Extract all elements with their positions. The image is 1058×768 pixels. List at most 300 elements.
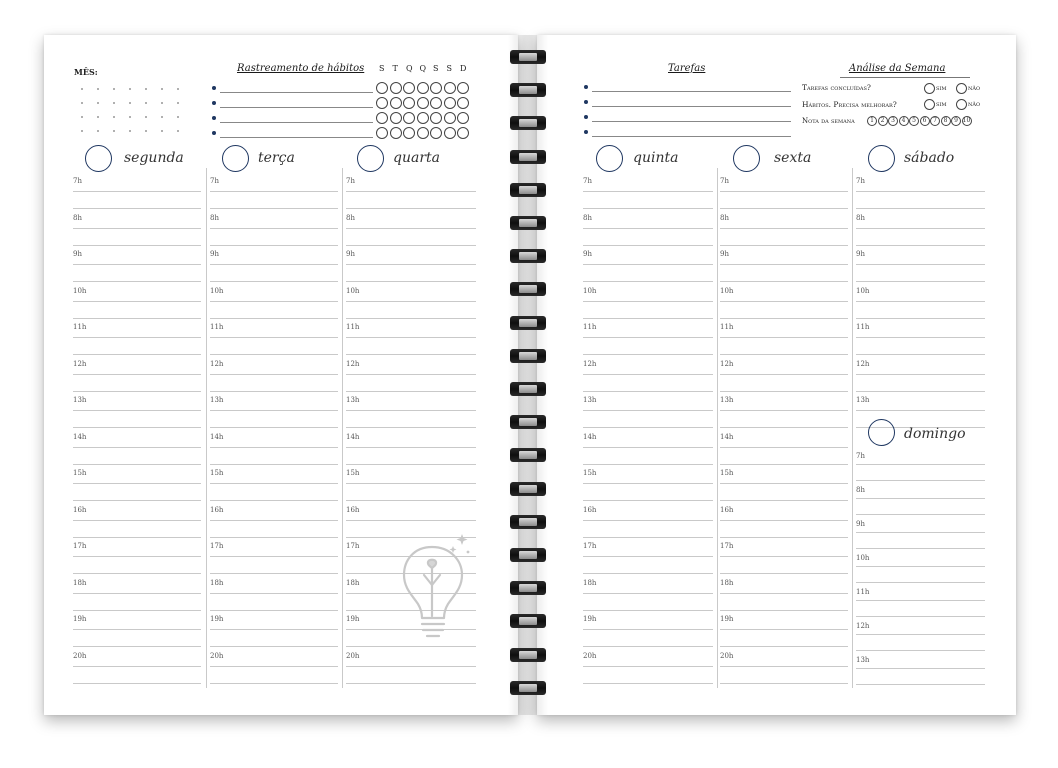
time-slot[interactable]: [720, 394, 848, 431]
write-line[interactable]: [73, 646, 201, 647]
write-line[interactable]: [720, 281, 848, 282]
write-line[interactable]: [210, 483, 338, 484]
habit-check-circle[interactable]: [457, 97, 469, 109]
time-slot[interactable]: [583, 285, 713, 322]
time-slot[interactable]: [73, 212, 201, 249]
time-slot[interactable]: [73, 650, 201, 687]
habit-check-circle[interactable]: [403, 82, 415, 94]
write-line[interactable]: [856, 634, 985, 635]
write-line[interactable]: [583, 410, 713, 411]
time-slot[interactable]: [583, 540, 713, 577]
score-option-circle[interactable]: 5: [909, 116, 919, 126]
write-line[interactable]: [583, 464, 713, 465]
write-line[interactable]: [346, 410, 476, 411]
write-line[interactable]: [856, 391, 985, 392]
time-slot[interactable]: [583, 613, 713, 650]
write-line[interactable]: [346, 483, 476, 484]
write-line[interactable]: [720, 520, 848, 521]
write-line[interactable]: [720, 500, 848, 501]
habit-check-circle[interactable]: [444, 97, 456, 109]
write-line[interactable]: [346, 683, 476, 684]
write-line[interactable]: [856, 498, 985, 499]
time-slot[interactable]: [346, 212, 476, 249]
write-line[interactable]: [73, 683, 201, 684]
write-line[interactable]: [210, 391, 338, 392]
time-slot[interactable]: [73, 394, 201, 431]
write-line[interactable]: [856, 548, 985, 549]
write-line[interactable]: [210, 354, 338, 355]
time-slot[interactable]: [720, 285, 848, 322]
day-circle-sabado[interactable]: [868, 145, 895, 172]
time-slot[interactable]: [346, 175, 476, 212]
time-slot[interactable]: [720, 613, 848, 650]
day-circle-domingo[interactable]: [868, 419, 895, 446]
write-line[interactable]: [210, 683, 338, 684]
write-line[interactable]: [720, 537, 848, 538]
write-line[interactable]: [346, 427, 476, 428]
habit-check-circle[interactable]: [457, 112, 469, 124]
habit-check-circle[interactable]: [417, 112, 429, 124]
write-line[interactable]: [210, 264, 338, 265]
write-line[interactable]: [210, 464, 338, 465]
write-line[interactable]: [73, 301, 201, 302]
write-line[interactable]: [720, 410, 848, 411]
habit-check-circle[interactable]: [390, 127, 402, 139]
habit-name-line[interactable]: [220, 137, 373, 138]
habit-name-line[interactable]: [220, 122, 373, 123]
write-line[interactable]: [583, 391, 713, 392]
write-line[interactable]: [583, 301, 713, 302]
habit-name-line[interactable]: [220, 107, 373, 108]
write-line[interactable]: [583, 537, 713, 538]
write-line[interactable]: [73, 610, 201, 611]
label-no: não: [968, 84, 981, 92]
write-line[interactable]: [583, 245, 713, 246]
write-line[interactable]: [73, 593, 201, 594]
habit-check-circle[interactable]: [444, 82, 456, 94]
write-line[interactable]: [856, 228, 985, 229]
task-line[interactable]: [592, 91, 791, 92]
time-slot[interactable]: [73, 540, 201, 577]
write-line[interactable]: [583, 520, 713, 521]
write-line[interactable]: [856, 668, 985, 669]
write-line[interactable]: [720, 593, 848, 594]
time-slot[interactable]: [73, 175, 201, 212]
write-line[interactable]: [210, 556, 338, 557]
write-line[interactable]: [73, 520, 201, 521]
write-line[interactable]: [73, 245, 201, 246]
write-line[interactable]: [73, 556, 201, 557]
write-line[interactable]: [346, 191, 476, 192]
radio-tasks-yes[interactable]: [924, 83, 935, 94]
radio-habits-no[interactable]: [956, 99, 967, 110]
time-slot[interactable]: [210, 358, 338, 395]
score-option-circle[interactable]: 6: [920, 116, 930, 126]
time-slot[interactable]: [583, 394, 713, 431]
write-line[interactable]: [583, 354, 713, 355]
write-line[interactable]: [720, 556, 848, 557]
habit-check-circle[interactable]: [444, 112, 456, 124]
write-line[interactable]: [583, 264, 713, 265]
time-slot[interactable]: [856, 321, 985, 358]
time-slot[interactable]: [210, 321, 338, 358]
write-line[interactable]: [583, 610, 713, 611]
write-line[interactable]: [210, 427, 338, 428]
write-line[interactable]: [346, 281, 476, 282]
write-line[interactable]: [583, 447, 713, 448]
write-line[interactable]: [720, 483, 848, 484]
time-slot[interactable]: [73, 285, 201, 322]
write-line[interactable]: [346, 666, 476, 667]
write-line[interactable]: [583, 683, 713, 684]
write-line[interactable]: [73, 281, 201, 282]
write-line[interactable]: [583, 427, 713, 428]
task-line[interactable]: [592, 121, 791, 122]
write-line[interactable]: [856, 684, 985, 685]
write-line[interactable]: [720, 191, 848, 192]
time-slot[interactable]: [720, 248, 848, 285]
write-line[interactable]: [73, 483, 201, 484]
hour-label: 11h: [346, 323, 360, 331]
time-slot[interactable]: [583, 212, 713, 249]
time-slot[interactable]: [720, 358, 848, 395]
time-slot[interactable]: [210, 212, 338, 249]
habit-check-circle[interactable]: [444, 127, 456, 139]
time-slot[interactable]: [856, 484, 985, 518]
write-line[interactable]: [583, 281, 713, 282]
write-line[interactable]: [856, 410, 985, 411]
time-slot[interactable]: [583, 358, 713, 395]
write-line[interactable]: [73, 464, 201, 465]
write-line[interactable]: [720, 228, 848, 229]
write-line[interactable]: [720, 427, 848, 428]
day-circle-quarta[interactable]: [357, 145, 384, 172]
write-line[interactable]: [73, 410, 201, 411]
write-line[interactable]: [583, 666, 713, 667]
time-slot[interactable]: [856, 358, 985, 395]
write-line[interactable]: [583, 573, 713, 574]
habit-check-circle[interactable]: [403, 97, 415, 109]
time-slot[interactable]: [720, 212, 848, 249]
write-line[interactable]: [720, 629, 848, 630]
time-slot[interactable]: [73, 613, 201, 650]
score-option-circle[interactable]: 3: [888, 116, 898, 126]
write-line[interactable]: [210, 245, 338, 246]
write-line[interactable]: [346, 318, 476, 319]
habit-check-circle[interactable]: [457, 127, 469, 139]
habit-check-circle[interactable]: [430, 112, 442, 124]
time-slot[interactable]: [210, 467, 338, 504]
time-slot[interactable]: [210, 613, 338, 650]
write-line[interactable]: [210, 191, 338, 192]
write-line[interactable]: [583, 318, 713, 319]
write-line[interactable]: [210, 208, 338, 209]
time-slot[interactable]: [583, 504, 713, 541]
write-line[interactable]: [583, 191, 713, 192]
write-line[interactable]: [346, 447, 476, 448]
write-line[interactable]: [856, 245, 985, 246]
write-line[interactable]: [210, 520, 338, 521]
write-line[interactable]: [210, 337, 338, 338]
write-line[interactable]: [583, 337, 713, 338]
write-line[interactable]: [583, 228, 713, 229]
write-line[interactable]: [720, 447, 848, 448]
write-line[interactable]: [73, 337, 201, 338]
time-slot[interactable]: [583, 650, 713, 687]
time-slot[interactable]: [73, 321, 201, 358]
write-line[interactable]: [583, 556, 713, 557]
write-line[interactable]: [210, 593, 338, 594]
write-line[interactable]: [856, 616, 985, 617]
score-option-circle[interactable]: 4: [899, 116, 909, 126]
write-line[interactable]: [583, 593, 713, 594]
radio-tasks-no[interactable]: [956, 83, 967, 94]
write-line[interactable]: [73, 666, 201, 667]
task-line[interactable]: [592, 106, 791, 107]
write-line[interactable]: [720, 318, 848, 319]
write-line[interactable]: [720, 391, 848, 392]
write-line[interactable]: [583, 646, 713, 647]
day-circle-segunda[interactable]: [85, 145, 112, 172]
habit-check-circle[interactable]: [417, 97, 429, 109]
time-slot[interactable]: [346, 285, 476, 322]
hour-label: 10h: [856, 554, 870, 562]
time-slot[interactable]: [720, 175, 848, 212]
time-slot[interactable]: [73, 504, 201, 541]
score-option-circle[interactable]: 1: [867, 116, 877, 126]
time-slot[interactable]: [210, 175, 338, 212]
write-line[interactable]: [73, 374, 201, 375]
time-slot[interactable]: [856, 586, 985, 620]
write-line[interactable]: [856, 354, 985, 355]
write-line[interactable]: [856, 208, 985, 209]
write-line[interactable]: [346, 500, 476, 501]
time-slot[interactable]: [856, 450, 985, 484]
write-line[interactable]: [210, 301, 338, 302]
time-slot[interactable]: [210, 504, 338, 541]
time-slot[interactable]: [73, 431, 201, 468]
write-line[interactable]: [720, 610, 848, 611]
habit-check-circle[interactable]: [376, 112, 388, 124]
score-option-circle[interactable]: 7: [930, 116, 940, 126]
habit-check-circle[interactable]: [376, 82, 388, 94]
write-line[interactable]: [73, 208, 201, 209]
write-line[interactable]: [856, 480, 985, 481]
time-slot[interactable]: [720, 431, 848, 468]
time-slot[interactable]: [856, 552, 985, 586]
write-line[interactable]: [210, 281, 338, 282]
time-slot[interactable]: [856, 175, 985, 212]
time-slot[interactable]: [856, 285, 985, 322]
write-line[interactable]: [856, 264, 985, 265]
write-line[interactable]: [346, 464, 476, 465]
radio-habits-yes[interactable]: [924, 99, 935, 110]
time-slot[interactable]: [210, 285, 338, 322]
write-line[interactable]: [856, 600, 985, 601]
write-line[interactable]: [210, 500, 338, 501]
write-line[interactable]: [210, 629, 338, 630]
habit-check-circle[interactable]: [403, 112, 415, 124]
write-line[interactable]: [720, 354, 848, 355]
score-option-circle[interactable]: 9: [951, 116, 961, 126]
time-slot[interactable]: [856, 518, 985, 552]
write-line[interactable]: [583, 629, 713, 630]
write-line[interactable]: [346, 520, 476, 521]
day-circle-quinta[interactable]: [596, 145, 623, 172]
write-line[interactable]: [720, 464, 848, 465]
habit-check-circle[interactable]: [457, 82, 469, 94]
habit-check-circle[interactable]: [430, 82, 442, 94]
time-slot[interactable]: [583, 248, 713, 285]
write-line[interactable]: [210, 318, 338, 319]
write-line[interactable]: [856, 318, 985, 319]
time-slot[interactable]: [583, 577, 713, 614]
write-line[interactable]: [210, 537, 338, 538]
write-line[interactable]: [210, 610, 338, 611]
write-line[interactable]: [73, 537, 201, 538]
write-line[interactable]: [73, 354, 201, 355]
write-line[interactable]: [346, 264, 476, 265]
habit-check-circle[interactable]: [417, 82, 429, 94]
time-slot[interactable]: [856, 654, 985, 688]
day-circle-sexta[interactable]: [733, 145, 760, 172]
write-line[interactable]: [720, 646, 848, 647]
time-slot[interactable]: [346, 431, 476, 468]
write-line[interactable]: [210, 573, 338, 574]
time-slot[interactable]: [346, 248, 476, 285]
write-line[interactable]: [73, 191, 201, 192]
write-line[interactable]: [856, 191, 985, 192]
time-slot[interactable]: [720, 577, 848, 614]
write-line[interactable]: [856, 337, 985, 338]
habit-check-circle[interactable]: [403, 127, 415, 139]
write-line[interactable]: [856, 374, 985, 375]
score-option-circle[interactable]: 2: [878, 116, 888, 126]
write-line[interactable]: [210, 374, 338, 375]
habit-check-circle[interactable]: [390, 82, 402, 94]
time-slot[interactable]: [720, 540, 848, 577]
write-line[interactable]: [583, 500, 713, 501]
write-line[interactable]: [73, 447, 201, 448]
write-line[interactable]: [73, 318, 201, 319]
write-line[interactable]: [73, 629, 201, 630]
time-slot[interactable]: [856, 620, 985, 654]
write-line[interactable]: [856, 514, 985, 515]
write-line[interactable]: [210, 646, 338, 647]
time-slot[interactable]: [856, 248, 985, 285]
habit-check-circle[interactable]: [376, 97, 388, 109]
write-line[interactable]: [856, 464, 985, 465]
write-line[interactable]: [210, 666, 338, 667]
write-line[interactable]: [720, 573, 848, 574]
write-line[interactable]: [720, 374, 848, 375]
write-line[interactable]: [73, 228, 201, 229]
day-circle-terca[interactable]: [222, 145, 249, 172]
write-line[interactable]: [210, 228, 338, 229]
habit-check-circle[interactable]: [390, 97, 402, 109]
time-slot[interactable]: [73, 248, 201, 285]
write-line[interactable]: [346, 391, 476, 392]
habit-check-circle[interactable]: [376, 127, 388, 139]
time-slot[interactable]: [210, 248, 338, 285]
write-line[interactable]: [583, 374, 713, 375]
time-slot[interactable]: [73, 467, 201, 504]
write-line[interactable]: [856, 566, 985, 567]
habit-name-line[interactable]: [220, 92, 373, 93]
write-line[interactable]: [73, 573, 201, 574]
write-line[interactable]: [73, 500, 201, 501]
task-line[interactable]: [592, 136, 791, 137]
write-line[interactable]: [720, 666, 848, 667]
habit-check-circle[interactable]: [430, 97, 442, 109]
time-slot[interactable]: [210, 431, 338, 468]
write-line[interactable]: [720, 301, 848, 302]
time-slot[interactable]: [583, 175, 713, 212]
write-line[interactable]: [73, 391, 201, 392]
write-line[interactable]: [346, 245, 476, 246]
write-line[interactable]: [73, 264, 201, 265]
write-line[interactable]: [583, 483, 713, 484]
write-line[interactable]: [856, 281, 985, 282]
time-slot[interactable]: [73, 358, 201, 395]
write-line[interactable]: [856, 532, 985, 533]
time-slot[interactable]: [346, 650, 476, 687]
write-line[interactable]: [73, 427, 201, 428]
write-line[interactable]: [856, 650, 985, 651]
time-slot[interactable]: [856, 212, 985, 249]
write-line[interactable]: [720, 264, 848, 265]
habit-check-circle[interactable]: [417, 127, 429, 139]
time-slot[interactable]: [583, 467, 713, 504]
write-line[interactable]: [346, 354, 476, 355]
time-slot[interactable]: [210, 394, 338, 431]
time-slot[interactable]: [720, 504, 848, 541]
write-line[interactable]: [856, 301, 985, 302]
time-slot[interactable]: [346, 321, 476, 358]
time-slot[interactable]: [720, 467, 848, 504]
habit-check-circle[interactable]: [430, 127, 442, 139]
write-line[interactable]: [346, 301, 476, 302]
time-slot[interactable]: [346, 394, 476, 431]
time-slot[interactable]: [583, 431, 713, 468]
write-line[interactable]: [720, 683, 848, 684]
time-slot[interactable]: [346, 358, 476, 395]
write-line[interactable]: [583, 208, 713, 209]
write-line[interactable]: [210, 447, 338, 448]
time-slot[interactable]: [210, 577, 338, 614]
write-line[interactable]: [346, 337, 476, 338]
time-slot[interactable]: [346, 467, 476, 504]
time-slot[interactable]: [73, 577, 201, 614]
time-slot[interactable]: [583, 321, 713, 358]
write-line[interactable]: [210, 410, 338, 411]
write-line[interactable]: [720, 337, 848, 338]
write-line[interactable]: [720, 245, 848, 246]
time-slot[interactable]: [720, 321, 848, 358]
time-slot[interactable]: [210, 540, 338, 577]
write-line[interactable]: [856, 582, 985, 583]
hour-label: 8h: [346, 213, 355, 222]
time-slot[interactable]: [720, 650, 848, 687]
habit-check-circle[interactable]: [390, 112, 402, 124]
write-line[interactable]: [346, 374, 476, 375]
write-line[interactable]: [346, 208, 476, 209]
time-slot[interactable]: [210, 650, 338, 687]
write-line[interactable]: [346, 228, 476, 229]
score-option-circle[interactable]: 8: [941, 116, 951, 126]
score-option-circle[interactable]: 10: [962, 117, 971, 124]
write-line[interactable]: [720, 208, 848, 209]
